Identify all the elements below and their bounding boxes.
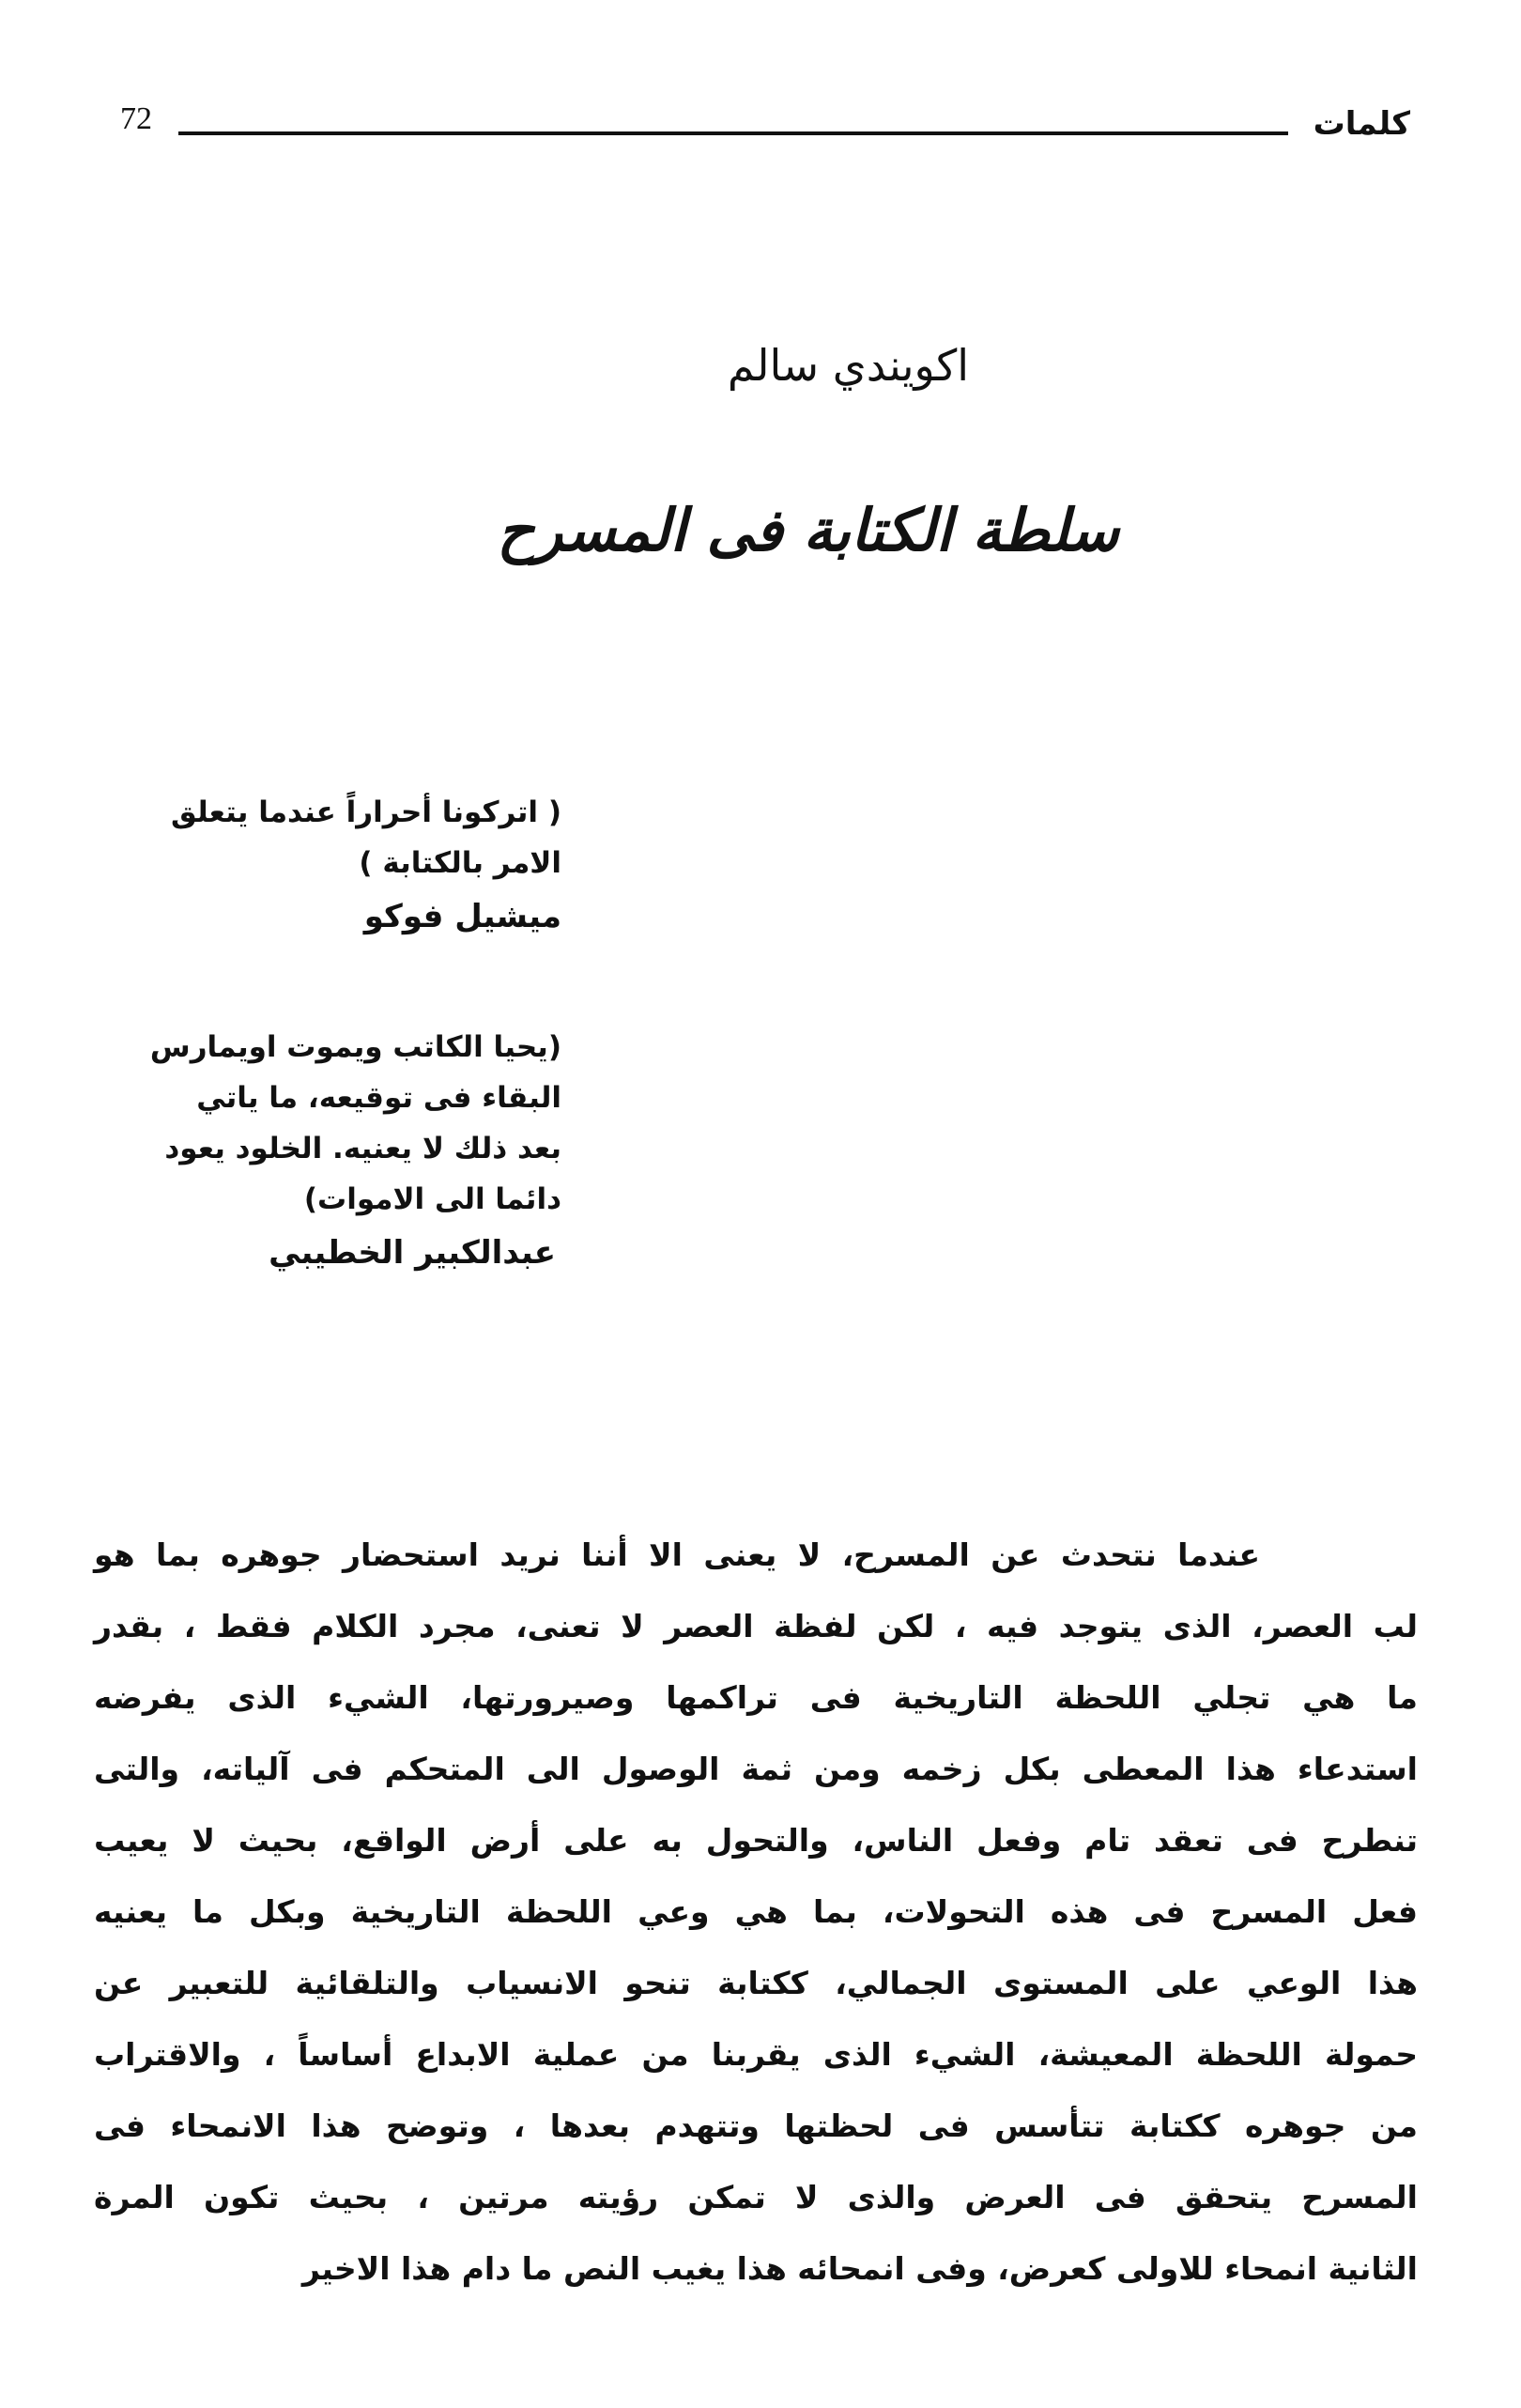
body-line: لب العصر، الذى يتوجد فيه ، لكن لفظة العصر لا تعنى، مجرد الكلام فقط ، بقدر [94, 1608, 1418, 1644]
epigraph-attribution: ميشيل فوكو [363, 898, 561, 935]
article-title: سلطة الكتابة فى المسرح [497, 496, 1119, 564]
body-line: من جوهره ككتابة تتأسس فى لحظتها وتتهدم بعدها ، وتوضح هذا الانمحاء فى [94, 2107, 1418, 2144]
body-line: الثانية انمحاء للاولى كعرض، وفى انمحائه هذا يغيب النص ما دام هذا الاخير [301, 2250, 1418, 2287]
epigraph-line: البقاء فى توقيعه، ما ياتي [196, 1081, 561, 1115]
body-line: استدعاء هذا المعطى بكل زخمه ومن ثمة الوصول الى المتحكم فى آلياته، والتى [94, 1751, 1418, 1787]
epigraph-line: دائما الى الاموات) [303, 1182, 561, 1216]
author-name: اكويندي سالم [727, 340, 969, 391]
body-line: تنطرح فى تعقد تام وفعل الناس، والتحول به على أرض الواقع، بحيث لا يعيب [94, 1822, 1418, 1859]
page-number: 72 [120, 101, 152, 136]
header-rule [178, 131, 1288, 135]
epigraph-line: بعد ذلك لا يعنيه. الخلود يعود [164, 1132, 561, 1165]
epigraph-line: (يحيا الكاتب ويموت اويمارس [149, 1030, 561, 1064]
epigraph-khatibi [73, 1022, 561, 1281]
body-paragraph [94, 1520, 1418, 2305]
epigraph-line: ( اتركونا أحراراً عندما يتعلق [171, 795, 561, 829]
body-line: هذا الوعي على المستوى الجمالي، ككتابة تنحو الانسياب والتلقائية للتعبير عن [94, 1965, 1418, 2001]
body-line: عندما نتحدث عن المسرح، لا يعنى الا أننا نريد استحضار جوهره بما هو [94, 1536, 1260, 1573]
epigraph-line: الامر بالكتابة ) [359, 846, 561, 880]
body-line: فعل المسرح فى هذه التحولات، بما هي وعي اللحظة التاريخية وبكل ما يعنيه [94, 1893, 1418, 1930]
epigraph-attribution: عبدالكبير الخطيبي [269, 1234, 556, 1272]
body-line: ما هي تجلي اللحظة التاريخية فى تراكمها وصيرورتها، الشيء الذى يفرضه [94, 1679, 1418, 1716]
journal-name: كلمات [1313, 105, 1410, 143]
epigraph-foucault [73, 787, 561, 945]
body-line: حمولة اللحظة المعيشة، الشيء الذى يقربنا من عملية الابداع أساساً ، والاقتراب [94, 2036, 1418, 2073]
body-line: المسرح يتحقق فى العرض والذى لا تمكن رؤيته مرتين ، بحيث تكون المرة [94, 2179, 1418, 2215]
